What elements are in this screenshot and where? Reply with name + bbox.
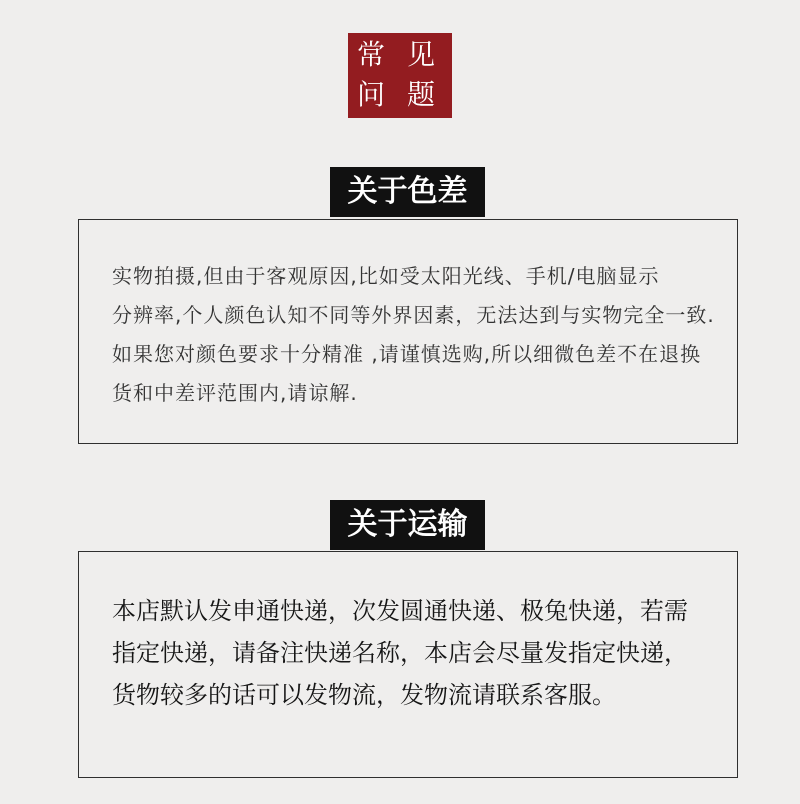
section-title-shipping: 关于运输 <box>330 500 485 550</box>
color-note-line: 如果您对颜色要求十分精准 ,请谨慎选购,所以细微色差不在退换 <box>112 342 702 366</box>
shipping-box <box>78 551 738 778</box>
color-note-line: 货和中差评范围内,请谅解. <box>112 381 358 405</box>
badge-char: 题 <box>406 78 435 111</box>
color-note-line: 分辨率,个人颜色认知不同等外界因素，无法达到与实物完全一致. <box>112 303 715 327</box>
shipping-note-line: 指定快递，请备注快递名称，本店会尽量发指定快递， <box>112 639 688 667</box>
faq-badge <box>348 33 452 118</box>
color-difference-box <box>78 219 738 444</box>
badge-char: 问 <box>356 78 385 111</box>
shipping-note-line: 货物较多的话可以发物流，发物流请联系客服。 <box>112 681 616 709</box>
shipping-note-line: 本店默认发申通快递，次发圆通快递、极兔快递，若需 <box>112 597 688 625</box>
color-note-line: 实物拍摄,但由于客观原因,比如受太阳光线、手机/电脑显示 <box>112 264 660 288</box>
badge-char: 见 <box>406 38 435 71</box>
badge-char: 常 <box>356 38 385 71</box>
section-title-color-difference: 关于色差 <box>330 167 485 217</box>
